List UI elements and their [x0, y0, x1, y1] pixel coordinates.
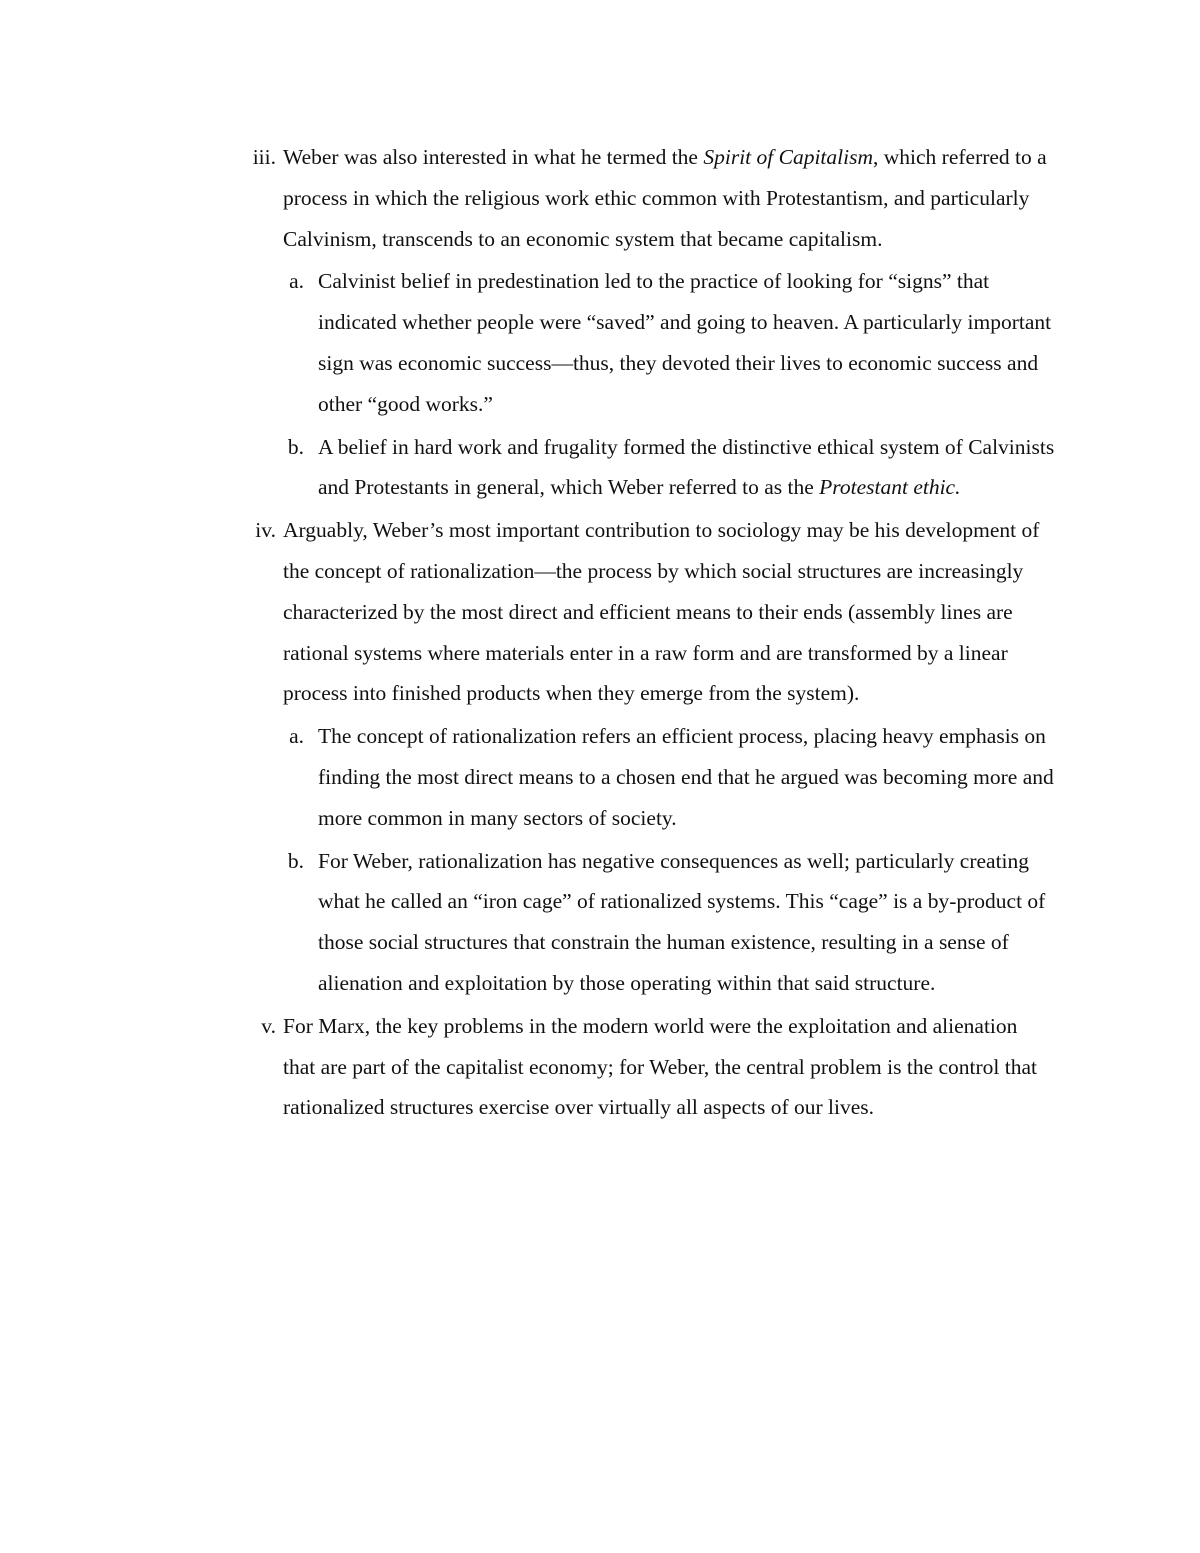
- list-item-text: For Marx, the key problems in the modern world were the exploitation and alienation that are part of the capitalist economy; for Weber, the central problem is the control that rationalized structures exercise over virtually all aspects of our lives.: [283, 1013, 1038, 1120]
- sub-item-iv-a: [0, 716, 1058, 838]
- list-marker: iv.: [255, 518, 276, 543]
- list-item-text: A belief in hard work and frugality formed the distinctive ethical system of Calvinists and Protestants in general, which Weber referred to as the Protestant ethic.: [318, 434, 1055, 500]
- list-item-text: Arguably, Weber’s most important contribution to sociology may be his development of the concept of rationalization—the process by which social structures are increasingly characterized by the most direct and efficient means to their ends (assembly lines are rational systems where materials enter in a raw form and are transformed by a linear process into finished products when they emerge from the system).: [283, 518, 1040, 706]
- list-item-v: [0, 1006, 1053, 1128]
- list-marker: a.: [289, 269, 304, 294]
- list-item-iii: [0, 137, 1053, 259]
- sub-item-iii-a: [0, 261, 1058, 424]
- list-item-iv: [0, 510, 1053, 714]
- list-marker: b.: [287, 434, 304, 459]
- outline-list: [0, 137, 1200, 1128]
- list-item-text: The concept of rationalization refers an efficient process, placing heavy emphasis on finding the most direct means to a chosen end that he argued was becoming more and more common in many sectors of society.: [318, 724, 1054, 830]
- emphasis-term: Spirit of Capitalism: [703, 145, 873, 169]
- list-item-text: Weber was also interested in what he termed the Spirit of Capitalism, which referred to a process in which the religious work ethic common with Protestantism, and particularly Calvinism, transcends to an economic system that became capitalism.: [283, 145, 1047, 251]
- list-item-text: Calvinist belief in predestination led to the practice of looking for “signs” that indicated whether people were “saved” and going to heaven. A particularly important sign was economic success—thus, they devoted their lives to economic success and other “good works.”: [318, 269, 1052, 416]
- list-marker: v.: [261, 1013, 276, 1038]
- sub-item-iv-b: [0, 841, 1058, 1004]
- list-marker: b.: [287, 848, 304, 873]
- list-marker: a.: [289, 724, 304, 749]
- list-item-text: For Weber, rationalization has negative consequences as well; particularly creating what he called an “iron cage” of rationalized systems. This “cage” is a by-product of those social structures that constrain the human existence, resulting in a sense of alienation and exploitation by those operating within that said structure.: [318, 848, 1046, 995]
- list-marker: iii.: [252, 145, 276, 169]
- sub-item-iii-b: [0, 427, 1058, 509]
- emphasis-term: Protestant ethic.: [819, 475, 961, 500]
